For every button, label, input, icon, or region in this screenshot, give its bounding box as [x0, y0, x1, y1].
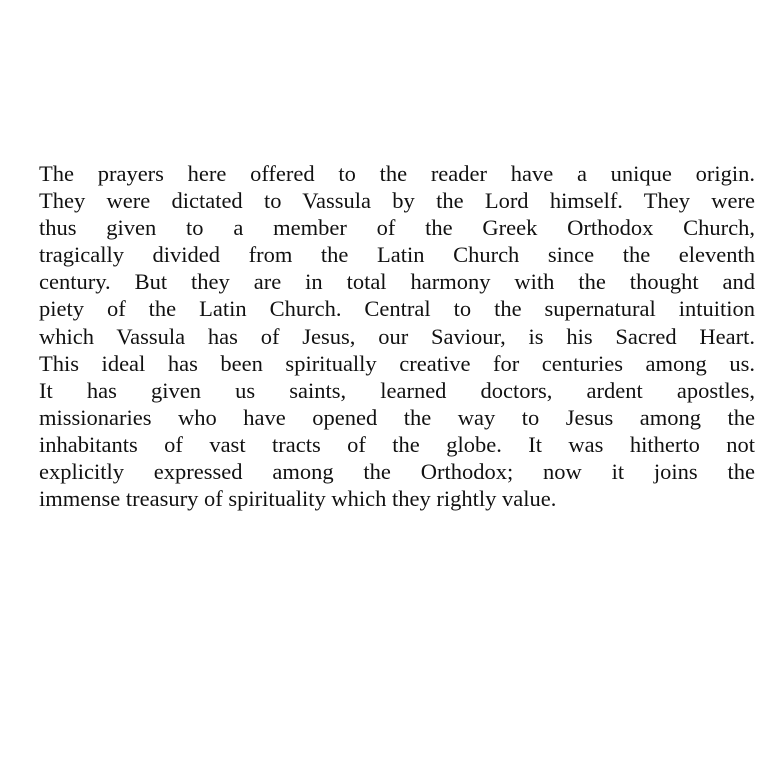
paragraph-line: This ideal has been spiritually creative for centuries among us. — [39, 350, 755, 376]
paragraph-line: inhabitants of vast tracts of the globe. It was hitherto not — [39, 431, 755, 457]
paragraph-line: which Vassula has of Jesus, our Saviour, is his Sacred Heart. — [39, 323, 755, 349]
paragraph-line: explicitly expressed among the Orthodox; now it joins the — [39, 459, 755, 485]
paragraph-line: thus given to a member of the Greek Orthodox Church, — [39, 215, 755, 241]
paragraph-line: tragically divided from the Latin Church since the eleventh — [39, 242, 755, 268]
paragraph-line: The prayers here offered to the reader have a unique origin. — [39, 161, 755, 186]
paragraph-line-last: immense treasury of spirituality which they rightly value. — [39, 486, 557, 512]
paragraph-line: piety of the Latin Church. Central to the supernatural intuition — [39, 296, 755, 322]
paragraph-line: missionaries who have opened the way to Jesus among the — [39, 404, 755, 430]
paragraph-line: It has given us saints, learned doctors, ardent apostles, — [39, 377, 755, 403]
paragraph-line: century. But they are in total harmony with the thought and — [39, 269, 755, 295]
body-paragraph — [39, 160, 755, 512]
paragraph-line: They were dictated to Vassula by the Lord himself. They were — [39, 188, 755, 214]
